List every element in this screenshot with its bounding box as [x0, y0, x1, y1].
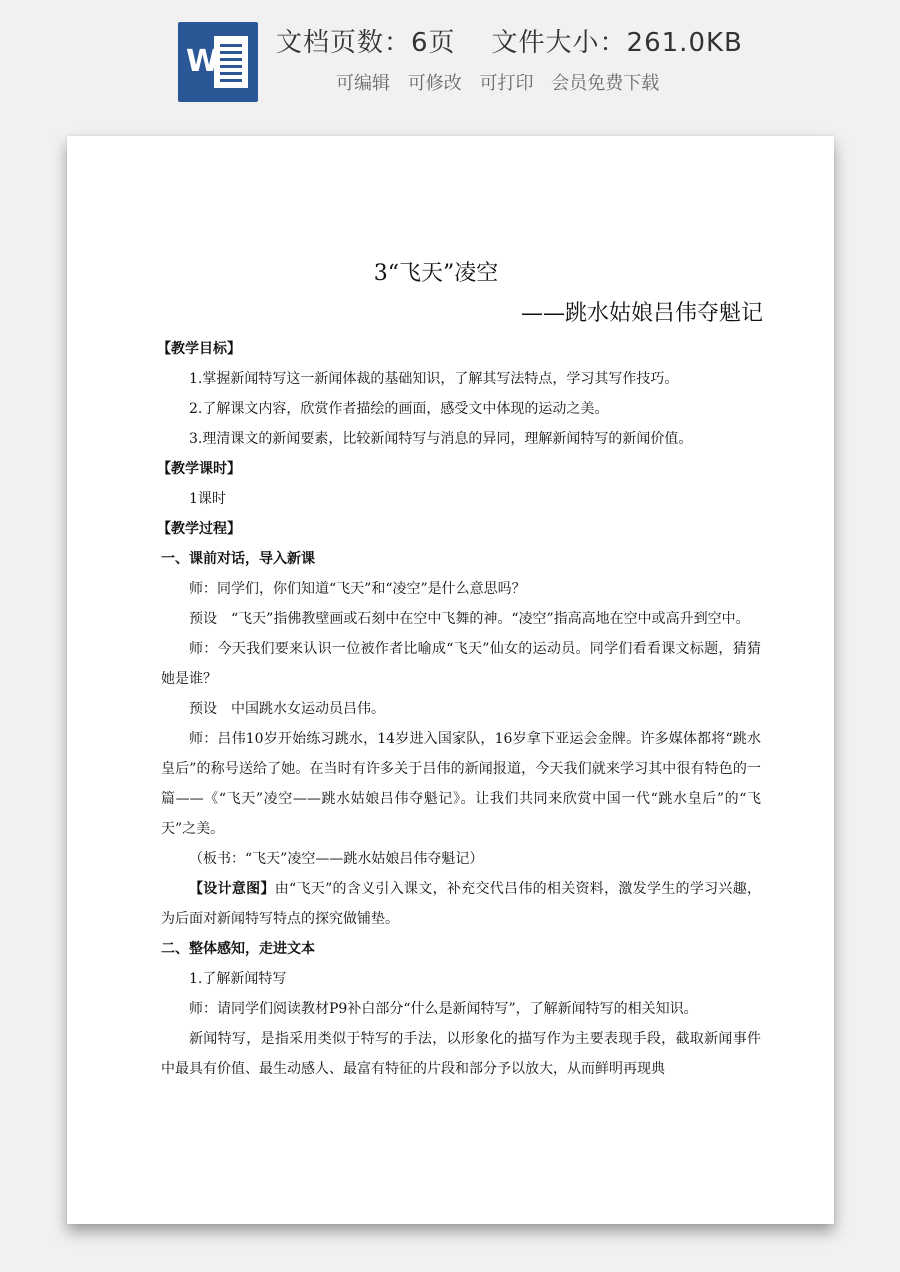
document-body	[157, 254, 763, 1084]
paragraph-teacher-background: 师：吕伟10岁开始练习跳水，14岁进入国家队，16岁拿下亚运会金牌。许多媒体都将“跳水皇后”的称号送给了她。在当时有许多关于吕伟的新闻报道，今天我们就来学习其中很有特色的一篇——《“飞天”凌空——跳水姑娘吕伟夺魁记》。让我们共同来欣赏中国一代“跳水皇后”的“飞天”之美。	[161, 731, 761, 837]
goal-1: 1.掌握新闻特写这一新闻体裁的基础知识，了解其写法特点，学习其写作技巧。	[189, 371, 679, 387]
paragraph-teacher-intro: 师：今天我们要来认识一位被作者比喻成“飞天”仙女的运动员。同学们看看课文标题，猜猜她是谁？	[161, 641, 761, 687]
document-title: 3“飞天”凌空	[373, 261, 499, 286]
file-info	[276, 22, 779, 95]
paragraph-news-feature-intro: 1.了解新闻特写	[189, 971, 287, 987]
feature-free-download: 会员免费下载	[551, 73, 660, 94]
file-size: 文件大小：261.0KB	[491, 28, 743, 58]
section-1-heading: 一、课前对话，导入新课	[161, 551, 315, 567]
feature-printable: 可打印	[479, 73, 534, 94]
design-intent-text: 由“飞天”的含义引入课文，补充交代吕伟的相关资料，激发学生的学习兴趣，为后面对新闻特写特点的探究做铺垫。	[161, 881, 762, 927]
class-hours: 1课时	[189, 491, 226, 507]
word-letter: W	[186, 44, 220, 79]
page-count: 文档页数：6页	[276, 28, 456, 58]
document-page	[67, 136, 834, 1224]
goal-3: 3.理清课文的新闻要素，比较新闻特写与消息的异同，理解新闻特写的新闻价值。	[189, 431, 693, 447]
word-document-icon	[178, 22, 258, 102]
feature-editable: 可编辑	[336, 73, 390, 94]
paragraph-teacher-question: 师：同学们，你们知道“飞天”和“凌空”是什么意思吗？	[189, 581, 526, 597]
feature-list	[336, 69, 779, 95]
paragraph-news-feature-definition: 新闻特写，是指采用类似于特写的手法，以形象化的描写作为主要表现手段，截取新闻事件中最具有价值、最生动感人、最富有特征的片段和部分予以放大，从而鲜明再现典	[161, 1031, 761, 1077]
design-intent-label: 【设计意图】	[189, 881, 275, 897]
heading-teaching-process: 【教学过程】	[157, 521, 241, 537]
paragraph-teacher-reading: 师：请同学们阅读教材P9补白部分“什么是新闻特写”，了解新闻特写的相关知识。	[189, 1001, 698, 1017]
heading-teaching-goals: 【教学目标】	[157, 341, 241, 357]
heading-class-hours: 【教学课时】	[157, 461, 241, 477]
paragraph-preset-1: 预设 “飞天”指佛教壁画或石刻中在空中飞舞的神。“凌空”指高高地在空中或高升到空中。	[189, 611, 750, 627]
paragraph-design-intent	[161, 874, 761, 934]
section-2-heading: 二、整体感知，走进文本	[161, 941, 315, 957]
feature-modifiable: 可修改	[407, 73, 462, 94]
document-subtitle: ——跳水姑娘吕伟夺魁记	[520, 301, 763, 326]
download-banner	[0, 0, 900, 120]
goal-2: 2.了解课文内容，欣赏作者描绘的画面，感受文中体现的运动之美。	[189, 401, 609, 417]
paragraph-board-writing: （板书：“飞天”凌空——跳水姑娘吕伟夺魁记）	[189, 851, 484, 867]
paragraph-preset-2: 预设 中国跳水女运动员吕伟。	[189, 701, 385, 717]
